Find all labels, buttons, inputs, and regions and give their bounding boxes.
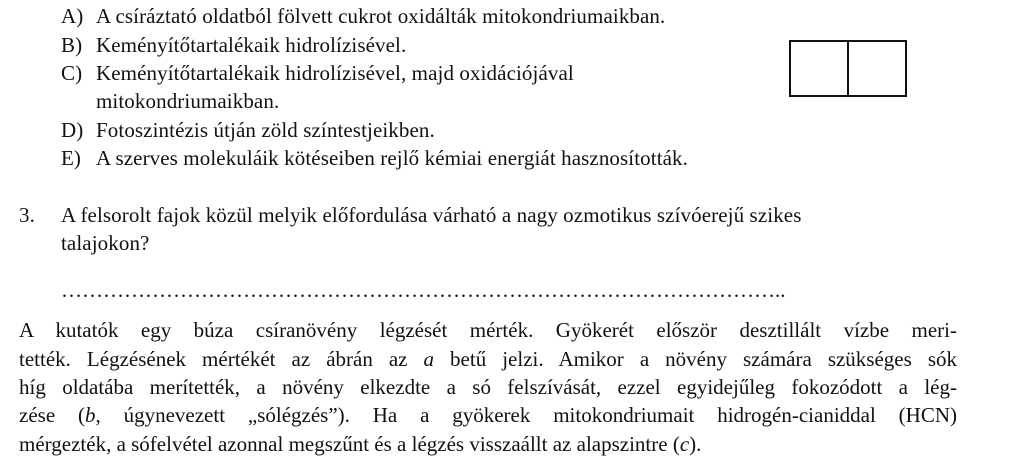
option-letter: C) xyxy=(61,61,83,85)
answer-line[interactable]: ………………………………………………………………………………………….. xyxy=(61,278,786,302)
option-letter: E) xyxy=(61,146,82,170)
option-text: Fotoszintézis útján zöld színtestjeikben. xyxy=(96,118,435,142)
option-text: Keményítőtartalékaik hidrolízisével, majd oxidációjával xyxy=(96,61,574,85)
paragraph-text: , úgynevezett „sólégzés”). Ha a gyökerek mitokondriumait hidrogén-cianiddal (HCN) xyxy=(95,403,957,427)
label-b: b xyxy=(84,403,96,427)
paragraph-text: ). xyxy=(689,432,702,456)
label-c: c xyxy=(679,432,690,456)
option-text: mitokondriumaikban. xyxy=(96,89,280,113)
option-letter: A) xyxy=(61,4,84,28)
paragraph-line xyxy=(19,403,957,427)
paragraph-text: tették. Légzésének mértékét az ábrán az xyxy=(19,347,424,371)
paragraph-text: zése ( xyxy=(19,403,85,427)
option-letter: D) xyxy=(61,118,84,142)
answer-cell[interactable] xyxy=(847,42,905,95)
question-number: 3. xyxy=(19,203,35,227)
option-text: A szerves molekuláik kötéseiben rejlő kémiai energiát hasznosították. xyxy=(96,146,689,170)
paragraph-line xyxy=(19,347,957,371)
paragraph-text: mérgezték, a sófelvétel azonnal megszűnt és a légzés visszaállt az alapszintre ( xyxy=(19,432,680,456)
option-text: A csíráztató oldatból fölvett cukrot oxidálták mitokondriumaikban. xyxy=(96,4,666,28)
option-text: Keményítőtartalékaik hidrolízisével. xyxy=(96,33,407,57)
label-a: a xyxy=(423,347,435,371)
paragraph-line: A kutatók egy búza csíranövény légzését mérték. Gyökerét először desztillált vízbe meri- xyxy=(19,318,957,342)
paragraph-line: híg oldatába merítették, a növény elkezdte a só felszívását, ezzel egyidejűleg fokozódott a lég- xyxy=(19,375,957,399)
answer-box[interactable] xyxy=(789,40,907,97)
option-letter: B) xyxy=(61,33,83,57)
question-text: talajokon? xyxy=(61,231,150,255)
answer-cell[interactable] xyxy=(791,42,847,95)
question-text: A felsorolt fajok közül melyik előfordulása várható a nagy ozmotikus szívóerejű szikes xyxy=(61,203,802,227)
paragraph-line xyxy=(19,432,957,456)
paragraph-text: betű jelzi. Amikor a növény számára szükséges sók xyxy=(434,347,957,371)
